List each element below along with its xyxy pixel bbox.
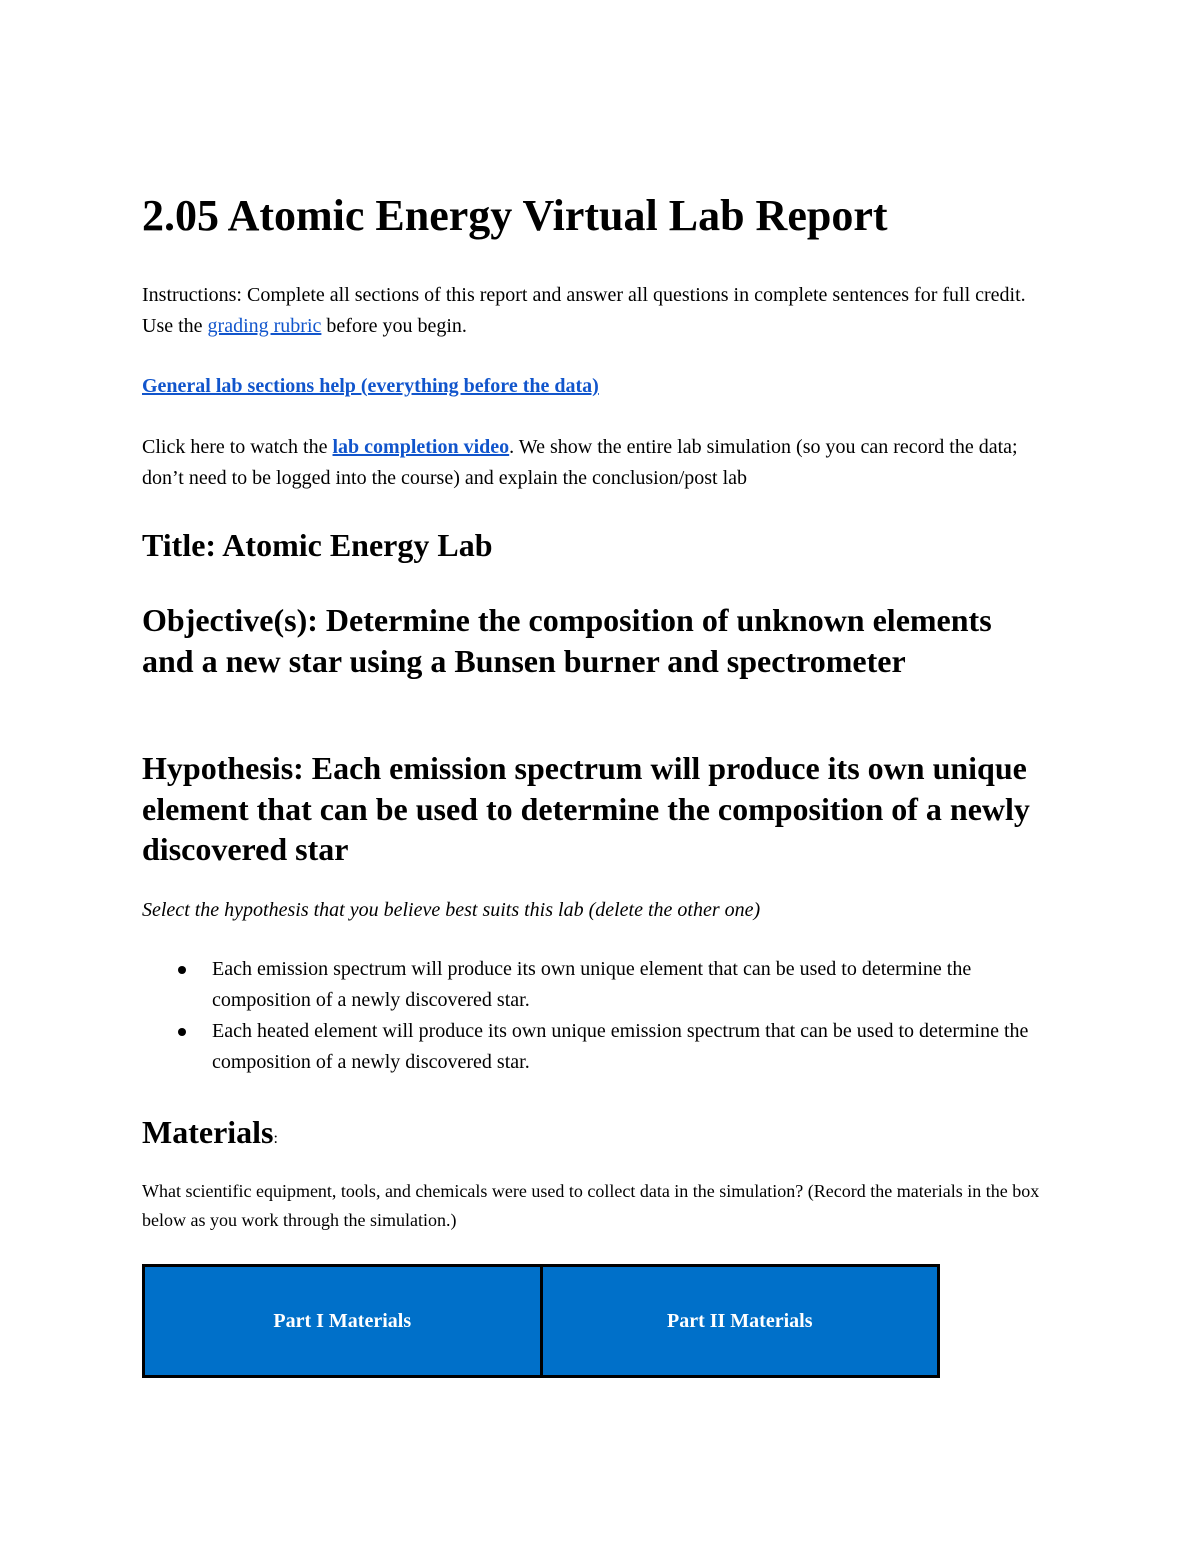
bullet-icon [178,1028,186,1036]
hypothesis-option-2: Each heated element will produce its own unique emission spectrum that can be used to determine the composition of a newly discovered star. [212,1020,1029,1073]
materials-heading-text: Materials [142,1114,274,1150]
part-1-materials-header[interactable]: Part I Materials [144,1266,542,1377]
part-2-materials-header[interactable]: Part II Materials [541,1266,939,1377]
list-item [142,1016,1052,1078]
hypothesis-heading: Hypothesis: Each emission spectrum will produce its own unique element that can be used to determine the composition of a newly discovered star [142,750,1030,867]
objective-heading: Objective(s): Determine the composition of unknown elements and a new star using a Bunsen burner and spectrometer [142,602,992,679]
select-hypothesis-note: Select the hypothesis that you believe best suits this lab (delete the other one) [142,899,761,921]
document-title: 2.05 Atomic Energy Virtual Lab Report [142,191,888,240]
hypothesis-option-1: Each emission spectrum will produce its own unique element that can be used to determine the composition of a newly discovered star. [212,958,972,1011]
materials-heading [142,1110,278,1161]
materials-question: What scientific equipment, tools, and chemicals were used to collect data in the simulation? (Record the materials in the box below as you work through the simulation.) [142,1181,1040,1230]
help-paragraph [142,371,1052,402]
instructions-text-end: before you begin. [321,315,467,337]
lab-title-heading: Title: Atomic Energy Lab [142,527,493,563]
instructions-paragraph [142,280,1052,342]
grading-rubric-link[interactable]: grading rubric [207,315,322,337]
bullet-icon [178,966,186,974]
instructions-text: Instructions: Complete all sections of this report and answer all questions in complete sentences for full credit. Use the [142,284,1026,337]
video-paragraph [142,432,1052,494]
lab-completion-video-link[interactable]: lab completion video [332,436,510,458]
materials-table [142,1264,940,1378]
table-row [144,1266,939,1377]
general-lab-help-link[interactable]: General lab sections help (everything before the data) [142,375,599,397]
list-item [142,954,1052,1016]
hypothesis-options-list [142,954,1052,1078]
video-text: Click here to watch the [142,436,333,458]
materials-heading-colon: : [273,1130,278,1147]
video-text-end: . We show the entire lab simulation (so you can record the data; don’t need to be logged into the course) and explain the conclusion/post lab [142,436,1018,489]
